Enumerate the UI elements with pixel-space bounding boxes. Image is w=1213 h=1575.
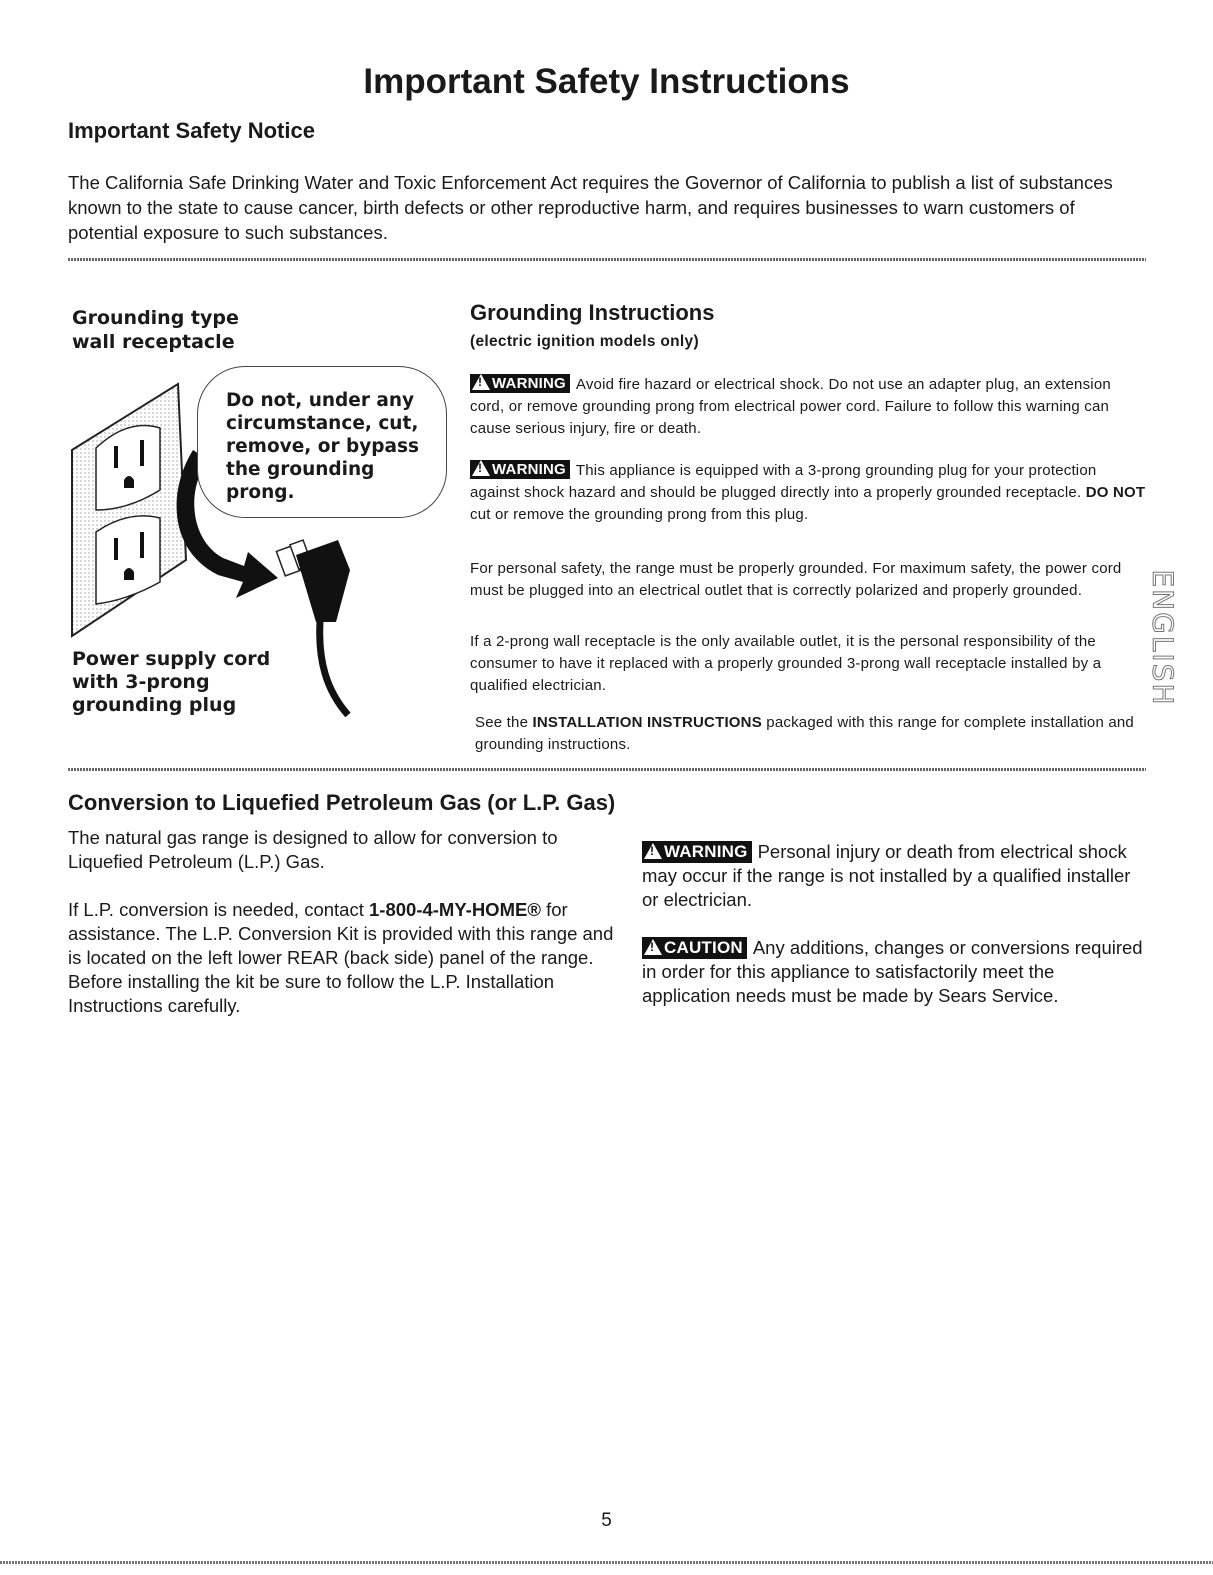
- conversion-paragraph: The natural gas range is designed to allow for conversion to Liquefied Petroleum (L.P.) Gas.: [68, 827, 558, 872]
- page-title: Important Safety Instructions: [363, 62, 850, 101]
- wall-plate: [72, 384, 186, 636]
- cord-label-line: grounding plug: [72, 694, 237, 716]
- conversion-warning: [642, 840, 1146, 912]
- callout-line: the grounding prong.: [226, 459, 375, 503]
- safety-notice-body: The California Safe Drinking Water and Toxic Enforcement Act requires the Governor of California to publish a list of substances known to the state to cause cancer, birth defects or other reproductive harm, and requires businesses to warn customers of potential exposure to such substances.: [68, 172, 1113, 243]
- conversion-text: If L.P. conversion is needed, contact: [68, 899, 364, 920]
- grounding-subheading: (electric ignition models only): [470, 333, 699, 350]
- receptacle-label-line: wall receptacle: [72, 331, 235, 353]
- outlet-lower: [96, 516, 160, 604]
- receptacle-label-line: Grounding type: [72, 307, 239, 329]
- cord-label-line: with 3-prong: [72, 671, 210, 693]
- safety-paragraph: If a 2-prong wall receptacle is the only available outlet, it is the personal responsibility of the consumer to have it replaced with a properly grounded 3-prong wall receptacle installed by a qualified electrician.: [470, 633, 1102, 694]
- phone-number: 1-800-4-MY-HOME®: [369, 899, 541, 920]
- plug-body: [296, 540, 350, 622]
- safety-paragraph: For personal safety, the range must be properly grounded. For maximum safety, the power cord must be plugged into an electrical outlet that is correctly polarized and properly grounded.: [470, 560, 1122, 599]
- warning-icon: !: [644, 843, 662, 859]
- power-cord: [320, 622, 348, 715]
- warning-badge-label: WARNING: [492, 461, 566, 478]
- conversion-text: for assistance. The L.P. Conversion Kit is provided with this range and is located on the left lower REAR (back side) panel of the range. Before installing the kit be sure to follow the L.P. Installation Instructions carefully.: [68, 899, 614, 1016]
- callout-line: Do not, under any: [226, 390, 415, 411]
- warning-badge: [470, 460, 570, 479]
- divider: [68, 768, 1146, 771]
- cord-label-line: Power supply cord: [72, 648, 271, 670]
- grounding-heading: Grounding Instructions: [470, 300, 715, 325]
- caution-icon: !: [644, 939, 662, 955]
- warning-icon: !: [472, 374, 490, 390]
- installation-note: [475, 712, 1146, 756]
- bottom-divider: [0, 1561, 1213, 1564]
- warning-badge-label: WARNING: [664, 842, 748, 861]
- safety-notice-heading: Important Safety Notice: [68, 118, 315, 143]
- warning-paragraph: [470, 460, 1146, 526]
- caution-badge-label: CAUTION: [664, 938, 743, 957]
- warning-text: cut or remove the grounding prong from this plug.: [470, 506, 809, 523]
- emphasis-text: INSTALLATION INSTRUCTIONS: [532, 714, 762, 731]
- caution-text: Any additions, changes or conversions required in order for this appliance to satisfactorily meet the application needs must be made by Sears Service.: [642, 937, 1143, 1006]
- conversion-heading: Conversion to Liquefied Petroleum Gas (or L.P. Gas): [68, 790, 616, 815]
- language-tab: [1148, 568, 1178, 708]
- callout-line: remove, or bypass: [226, 436, 420, 457]
- note-text: See the: [475, 714, 529, 731]
- warning-paragraph: [470, 374, 1146, 440]
- language-tab-label: ENGLISH: [1146, 569, 1180, 707]
- note-text: packaged with this range for complete installation and grounding instructions.: [475, 714, 1134, 753]
- warning-text: Personal injury or death from electrical shock may occur if the range is not installed by a qualified installer or electrician.: [642, 841, 1131, 910]
- conversion-caution: [642, 936, 1146, 1008]
- emphasis-text: DO NOT: [1085, 484, 1146, 501]
- warning-badge: [642, 841, 752, 863]
- divider: [68, 258, 1146, 261]
- warning-text: This appliance is equipped with a 3-prong grounding plug for your protection against shock hazard and should be plugged directly into a properly grounded receptacle.: [470, 462, 1097, 501]
- warning-text: Avoid fire hazard or electrical shock. Do not use an adapter plug, an extension cord, or remove grounding prong from electrical power cord. Failure to follow this warning can cause serious injury, fire or death.: [470, 376, 1111, 437]
- cord-label: [72, 648, 270, 717]
- receptacle-label: [72, 306, 239, 354]
- warning-icon: !: [472, 460, 490, 476]
- callout-line: circumstance, cut,: [226, 413, 419, 434]
- callout-text: [226, 389, 441, 504]
- warning-badge: [470, 374, 570, 393]
- page-number: 5: [601, 1510, 612, 1531]
- conversion-paragraph: [68, 898, 618, 1018]
- caution-badge: [642, 937, 747, 959]
- warning-badge-label: WARNING: [492, 375, 566, 392]
